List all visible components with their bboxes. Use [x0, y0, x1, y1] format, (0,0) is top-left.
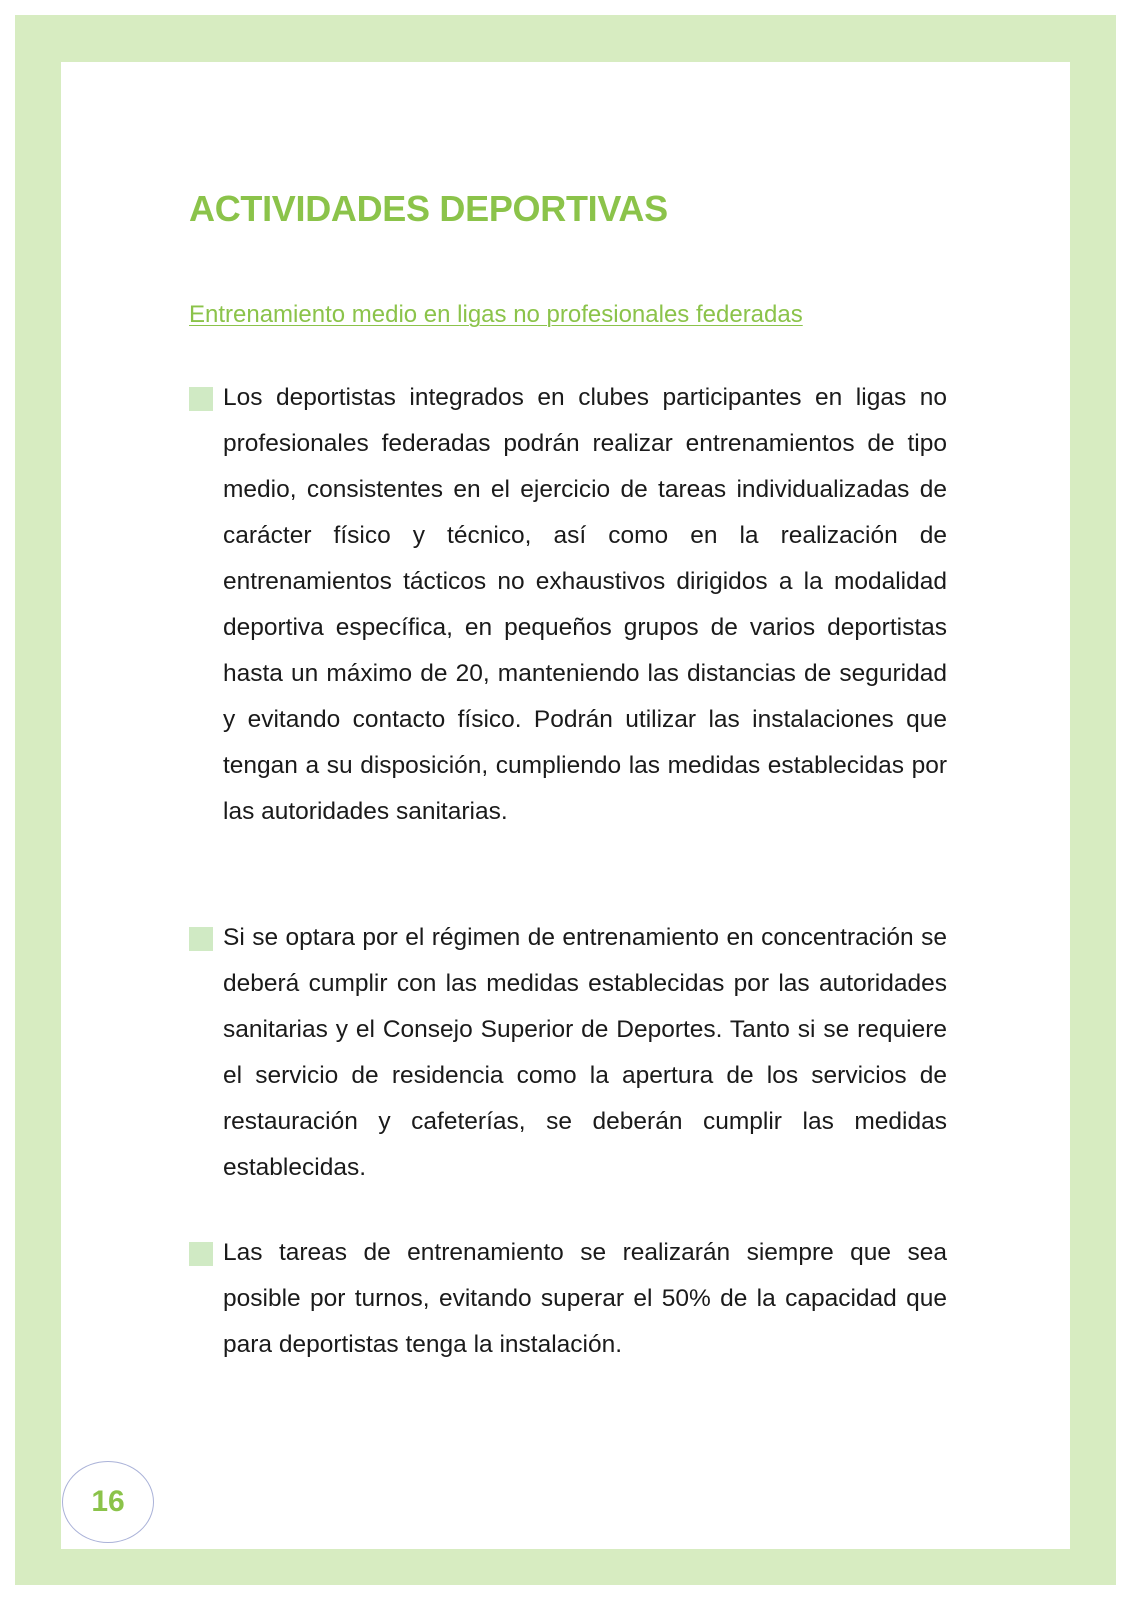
bullet-paragraph: Los deportistas integrados en clubes participantes en ligas no profesionales federadas podrán realizar entrenamientos de tipo medio, consistentes en el ejercicio de tareas individualizadas de carácter físico y técnico, así como en la realización de entrenamientos tácticos no exhaustivos dirigidos a la modalidad deportiva específica, en pequeños grupos de varios deportistas hasta un máximo de 20, manteniendo las distancias de seguridad y evitando contacto físico. Podrán utilizar las instalaciones que tengan a su disposición, cumpliendo las medidas establecidas por las autoridades sanitarias.: [223, 384, 947, 825]
bullet-item-3: [189, 1230, 947, 1368]
square-bullet-icon: [189, 1242, 213, 1266]
bullet-item-1: [189, 375, 947, 835]
page-number-badge: [62, 1461, 154, 1543]
page-title: ACTIVIDADES DEPORTIVAS: [189, 188, 668, 229]
bullet-paragraph: Las tareas de entrenamiento se realizarán siempre que sea posible por turnos, evitando superar el 50% de la capacidad que para deportistas tenga la instalación.: [223, 1239, 947, 1358]
square-bullet-icon: [189, 387, 213, 411]
square-bullet-icon: [189, 927, 213, 951]
section-subtitle: Entrenamiento medio en ligas no profesionales federadas: [189, 301, 803, 328]
page-number: 16: [91, 1485, 125, 1518]
bullet-item-2: [189, 915, 947, 1191]
bullet-paragraph: Si se optara por el régimen de entrenamiento en concentración se deberá cumplir con las medidas establecidas por las autoridades sanitarias y el Consejo Superior de Deportes. Tanto si se requiere el servicio de residencia como la apertura de los servicios de restauración y cafeterías, se deberán cumplir las medidas establecidas.: [223, 924, 947, 1181]
